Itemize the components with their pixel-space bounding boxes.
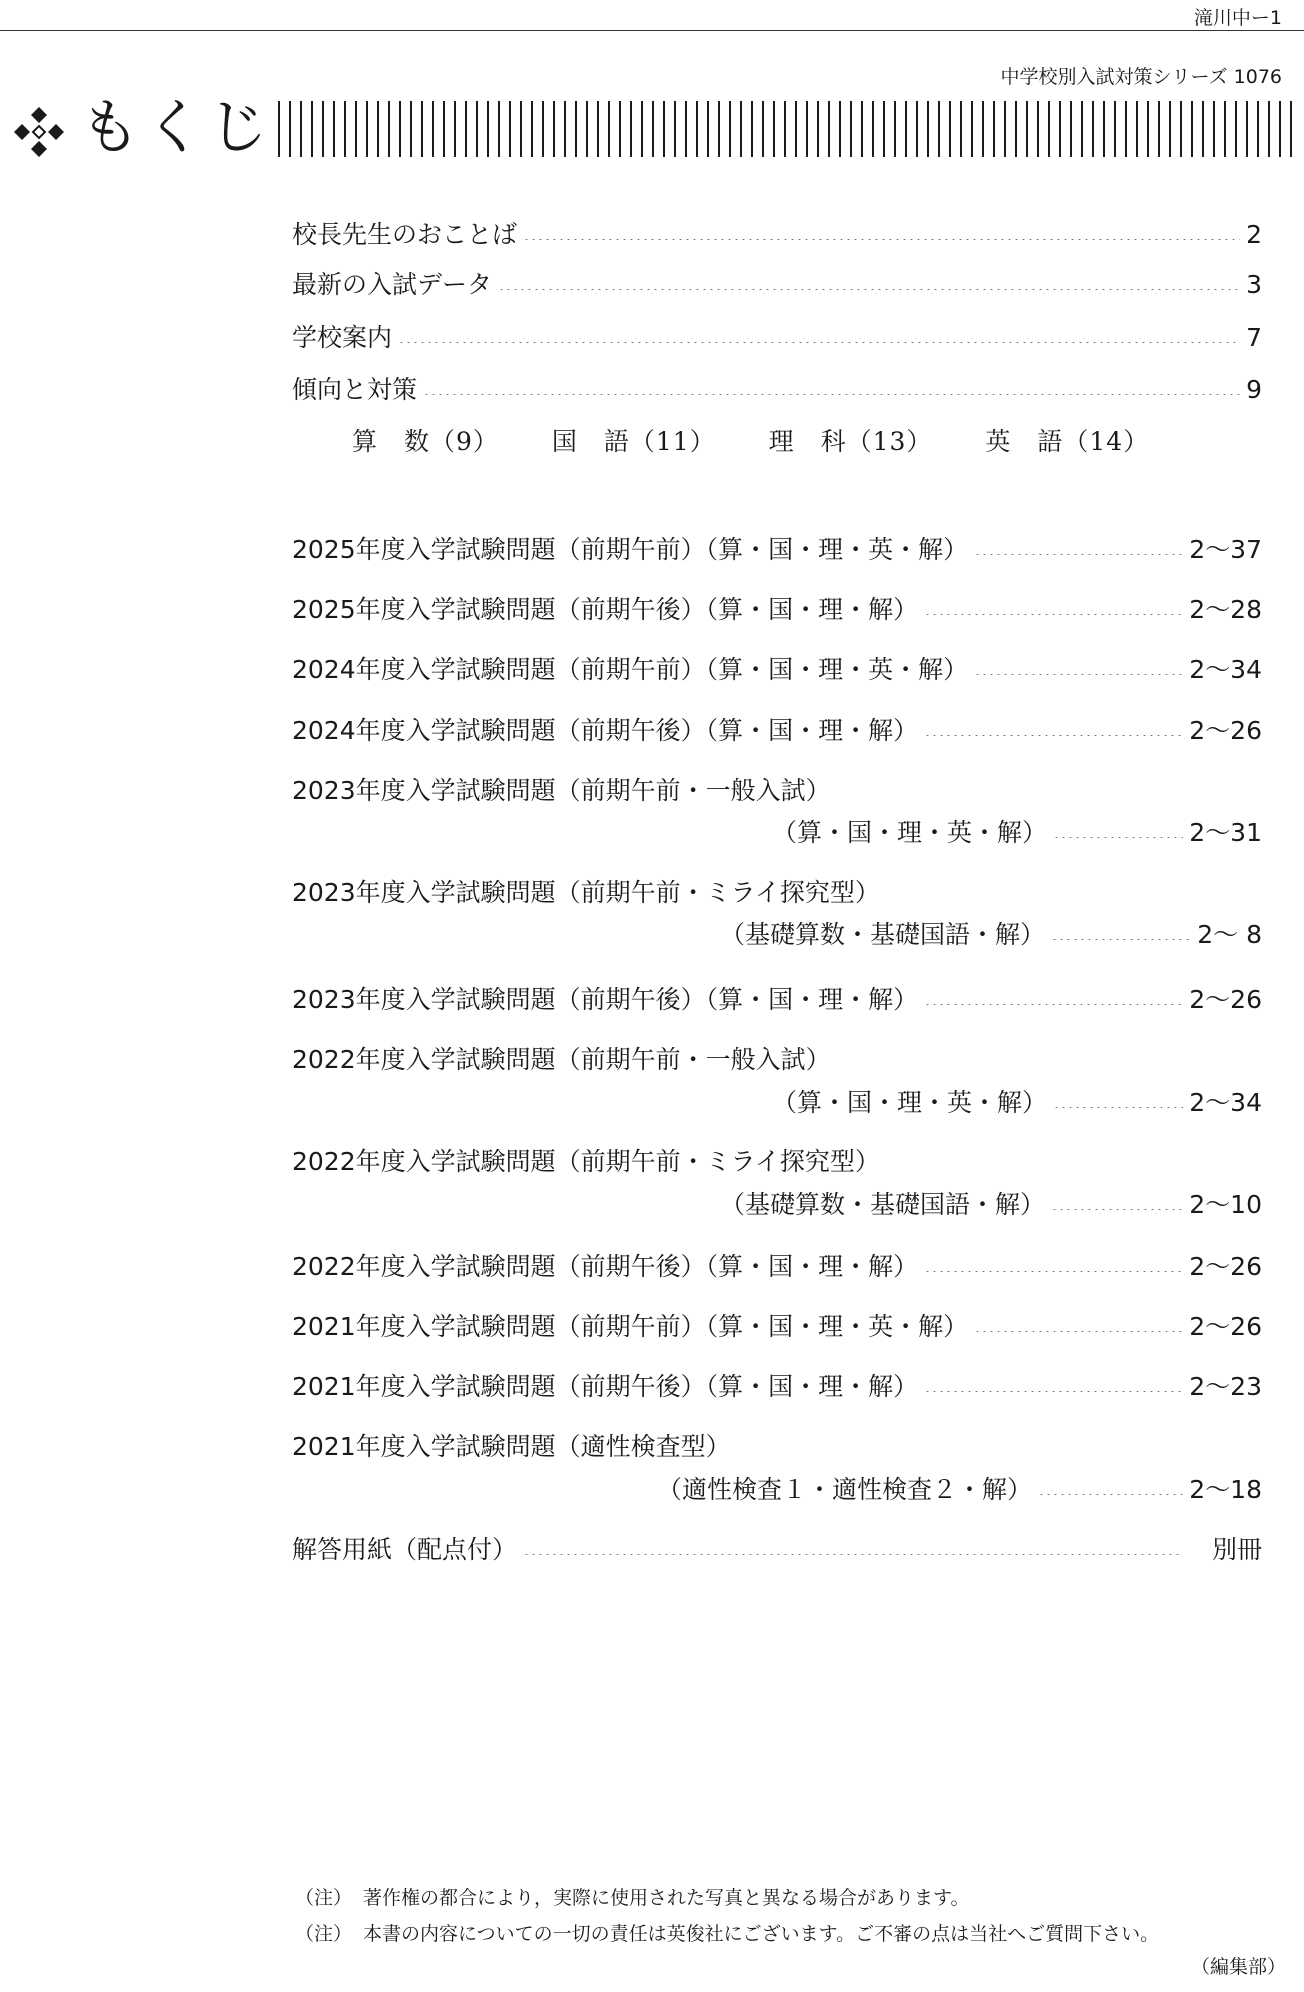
toc-entry-exam-data[interactable] xyxy=(292,268,1262,302)
toc-label: （基礎算数・基礎国語・解） xyxy=(720,920,1046,949)
toc-entry-exam[interactable] xyxy=(292,593,1262,627)
toc-page: 別冊 xyxy=(1211,1535,1262,1564)
toc-page: 2〜18 xyxy=(1189,1475,1262,1504)
toc-page: 2〜37 xyxy=(1189,535,1262,564)
toc-entry-title: 2023年度入学試験問題（前期午前・ミライ探究型） xyxy=(292,878,880,907)
toc-page: 2〜34 xyxy=(1189,1088,1262,1117)
toc-label: （適性検査１・適性検査２・解） xyxy=(657,1475,1033,1504)
toc-entry-exam[interactable] xyxy=(292,816,1262,850)
note-mark: （注） xyxy=(295,1887,353,1909)
footnote xyxy=(295,1916,1295,1952)
toc-label: 傾向と対策 xyxy=(292,375,418,404)
note-mark: （注） xyxy=(295,1923,353,1945)
toc-entry-exam[interactable] xyxy=(292,1086,1262,1120)
toc-page: 9 xyxy=(1246,375,1262,404)
toc-entry-exam[interactable] xyxy=(292,533,1262,567)
dot-leader xyxy=(1051,1209,1183,1210)
toc-label: （算・国・理・英・解） xyxy=(772,818,1048,847)
toc-label: （基礎算数・基礎国語・解） xyxy=(720,1190,1046,1219)
toc-page: 3 xyxy=(1246,270,1262,299)
toc-label: 最新の入試データ xyxy=(292,270,493,299)
toc-page: 2〜26 xyxy=(1189,985,1262,1014)
toc-label: （算・国・理・英・解） xyxy=(772,1088,1048,1117)
toc-entry-exam[interactable] xyxy=(292,714,1262,748)
toc-entry-exam[interactable] xyxy=(292,918,1262,952)
header-rule xyxy=(0,0,1304,31)
dot-leader xyxy=(398,342,1240,343)
toc-label: 解答用紙（配点付） xyxy=(292,1535,518,1564)
toc-label: 2023年度入学試験問題（前期午後）（算・国・理・解） xyxy=(292,985,919,1014)
toc-entry-answer-sheet[interactable] xyxy=(292,1533,1262,1567)
dot-leader xyxy=(974,554,1183,555)
editor-credit: （編集部） xyxy=(1190,1956,1286,1978)
toc-entry-exam[interactable] xyxy=(292,1250,1262,1284)
dot-leader xyxy=(974,674,1183,675)
dot-leader xyxy=(974,1331,1183,1332)
toc-page: 2 xyxy=(1246,220,1262,249)
toc-page: 7 xyxy=(1246,323,1262,352)
toc-entry-principal[interactable] xyxy=(292,218,1262,252)
decorative-bars xyxy=(278,101,1298,157)
toc-page: 2〜26 xyxy=(1189,1252,1262,1281)
toc-label: 校長先生のおことば xyxy=(292,220,518,249)
toc-label: 2024年度入学試験問題（前期午後）（算・国・理・解） xyxy=(292,716,919,745)
toc-entry-title: 2023年度入学試験問題（前期午前・一般入試） xyxy=(292,776,831,805)
toc-entry-exam[interactable] xyxy=(292,1188,1262,1222)
toc-page: 2〜10 xyxy=(1189,1190,1262,1219)
toc-entry-exam[interactable] xyxy=(292,1370,1262,1404)
toc-page: 2〜26 xyxy=(1189,716,1262,745)
note-text: 著作権の都合により，実際に使用された写真と異なる場合があります。 xyxy=(363,1887,970,1909)
note-text: 本書の内容についての一切の責任は英俊社にございます。ご不審の点は当社へご質問下さい。 xyxy=(363,1923,1160,1945)
toc-label: 2025年度入学試験問題（前期午前）（算・国・理・英・解） xyxy=(292,535,969,564)
dot-leader xyxy=(1038,1494,1183,1495)
dot-leader xyxy=(924,1271,1183,1272)
footnotes xyxy=(295,1880,1295,1952)
dot-leader xyxy=(523,1554,1182,1555)
toc-entry-title: 2021年度入学試験問題（適性検査型） xyxy=(292,1432,731,1461)
dot-leader xyxy=(924,1004,1183,1005)
toc-label: 2022年度入学試験問題（前期午後）（算・国・理・解） xyxy=(292,1252,919,1281)
subject-math: 算 数（9） xyxy=(352,427,499,456)
dot-leader xyxy=(523,239,1240,240)
toc-entry-exam[interactable] xyxy=(292,1310,1262,1344)
toc-page: 2〜31 xyxy=(1189,818,1262,847)
school-code: 滝川中ー1 xyxy=(1193,7,1282,29)
toc-page: 2〜23 xyxy=(1189,1372,1262,1401)
toc-page: 2〜34 xyxy=(1189,655,1262,684)
toc-entry-title: 2022年度入学試験問題（前期午前・ミライ探究型） xyxy=(292,1147,880,1176)
dot-leader xyxy=(924,735,1183,736)
toc-entry-title: 2022年度入学試験問題（前期午前・一般入試） xyxy=(292,1045,831,1074)
dot-leader xyxy=(498,289,1240,290)
dot-leader xyxy=(1051,939,1191,940)
subject-english: 英 語（14） xyxy=(985,427,1150,456)
subject-science: 理 科（13） xyxy=(768,427,933,456)
toc-entry-exam[interactable] xyxy=(292,1473,1262,1507)
subject-pages xyxy=(352,425,1193,459)
dot-leader xyxy=(423,394,1240,395)
dot-leader xyxy=(1053,1107,1183,1108)
dot-leader xyxy=(924,1391,1183,1392)
contents-heading xyxy=(8,95,1298,165)
series-label: 中学校別入試対策シリーズ 1076 xyxy=(1000,66,1282,88)
toc-entry-trends[interactable] xyxy=(292,373,1262,407)
toc-entry-exam[interactable] xyxy=(292,983,1262,1017)
toc-page: 2〜26 xyxy=(1189,1312,1262,1341)
toc-label: 2025年度入学試験問題（前期午後）（算・国・理・解） xyxy=(292,595,919,624)
toc-label: 学校案内 xyxy=(292,323,393,352)
toc-page: 2〜28 xyxy=(1189,595,1262,624)
subject-japanese: 国 語（11） xyxy=(551,427,716,456)
toc-page: 2〜 8 xyxy=(1197,920,1262,949)
toc-entry-exam[interactable] xyxy=(292,653,1262,687)
toc-entry-school-guide[interactable] xyxy=(292,321,1262,355)
toc-label: 2021年度入学試験問題（前期午前）（算・国・理・英・解） xyxy=(292,1312,969,1341)
toc-label: 2021年度入学試験問題（前期午後）（算・国・理・解） xyxy=(292,1372,919,1401)
dot-leader xyxy=(924,614,1183,615)
toc-label: 2024年度入学試験問題（前期午前）（算・国・理・英・解） xyxy=(292,655,969,684)
diamond-cluster-icon xyxy=(12,105,66,159)
dot-leader xyxy=(1053,837,1183,838)
footnote xyxy=(295,1880,1295,1916)
page-title: もくじ xyxy=(80,93,272,163)
